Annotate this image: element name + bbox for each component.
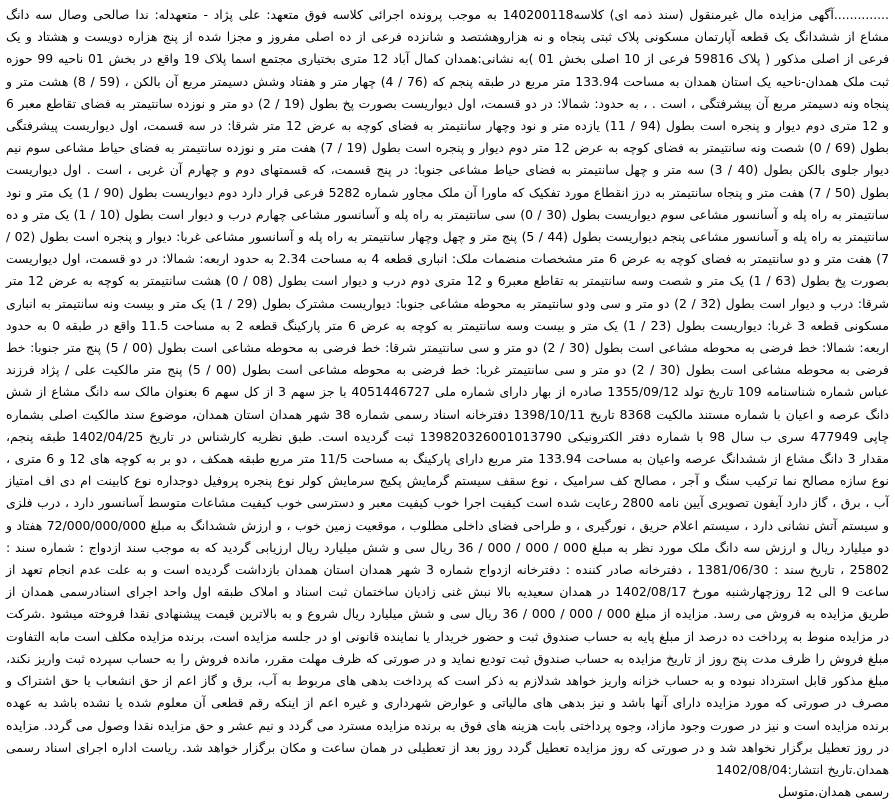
notice-footer: رسمی همدان.متوسل bbox=[777, 784, 889, 800]
notice-body-text: ..............آگهی مزایده مال غیرمنقول (سند ذمه ای) کلاسه140200118 به موجب پرونده اجرائی کلاسه فوق متعهد: علی پژاد - متعهدله: ندا صالحی وصال سه دانگ مشاع از ششدانگ یک قطعه آپارتمان مسکونی پلاک ثبتی پنجاه و نه هزاروهشتصد و شانزده فرعی از ده اصلی مفروز و مجزا شده از پنج هزاره دویست و هشتاد و یک فرعی از اصلی مذکور ( پلاک 59816 فرعی از 10 اصلی بخش 01 )به نشانی:همدان کمال آباد 12 متری بختیاری مجتمع اسما پلاک 19 واقع در بخش 01 ناحیه 99 حوزه ثبت ملک همدان-ناحیه یک استان همدان به مساحت 133.94 متر مربع در طبقه پنجم که (76 / 4) چهار متر و هفتاد وشش دسیمتر مربع آن بالکن ، (59 / 8) هشت متر و پنجاه ونه دسیمتر مربع آن پیشرفتگی ، است . ، به حدود: شمالا: در دو قسمت، اول دیواریست بصورت پخ بطول (19 / 2) دو متر و نوزده سانتیمتر به فضای تقاطع معبر 6 و 12 متری دوم دیوار و پنجره است بطول (94 / 11) یازده متر و نود وچهار سانتیمتر به فضای کوچه به عرض 12 متر شرقا: در سه قسمت، اول دیواریست پیشرفتگی بطول (69 / 0) شصت ونه سانتیمتر به فضای کوچه به عرض 12 متر دوم دیوار و پنجره است بطول (19 / 7) هفت متر و نوزده سانتیمتر به فضای حیاط مشاعی سوم نیم دیوار جلوی بالکن بطول (40 / 3) سه متر و چهل سانتیمتر به فضای حیاط مشاعی جنوبا: در پنج قسمت، که قسمتهای دوم و چهارم آن غربی ، است . اول دیواریست بطول (50 / 7) هفت متر و پنجاه سانتیمتر به درز انقطاع مورد تفکیک که ماورا آن ملک مجاور شماره 5282 فرعی قرار دارد دوم دیواریست بطول (90 / 1) یک متر و نود سانتیمتر به راه پله و آسانسور مشاعی سوم دیواریست بطول (30 / 0) سی سانتیمتر به راه پله و آسانسور مشاعی چهارم درب و دیوار است بطول (10 / 1) یک متر و ده سانتیمتر به راه پله و آسانسور مشاعی پنجم دیواریست بطول (44 / 5) پنج متر و چهل وچهار سانتیمتر به راه پله و آسانسور مشاعی غربا: دیوار و پنجره است بطول (02 / 7) هفت متر و دو سانتیمتر به فضای کوچه به عرض 6 متر مشخصات منضمات ملک: انباری قطعه 4 به مساحت 2.34 به حدود اربعه: شمالا: در دو قسمت، اول دیواریست بصورت پخ بطول (63 / 1) یک متر و شصت وسه سانتیمتر به تقاطع معبر6 و 12 متری دوم درب و دیوار است بطول (08 / 0) هشت سانتیمتر به کوچه به عرض 12 متر شرقا: درب و دیوار است بطول (32 / 2) دو متر و سی ودو سانتیمتر به محوطه مشاعی جنوبا: دیواریست مشترک بطول (29 / 1) یک متر و بیست ونه سانتیمتر به انباری مسکونی قطعه 3 غربا: دیواریست بطول (23 / 1) یک متر و بیست وسه سانتیمتر به کوچه به عرض 6 متر پارکینگ قطعه 2 به مساحت 11.5 واقع در طبقه 0 به حدود اربعه: شمالا: خط فرضی به محوطه مشاعی است بطول (30 / 2) دو متر و سی سانتیمتر شرقا: خط فرضی به محوطه مشاعی است بطول (00 / 5) پنج متر جنوبا: خط فرضی به محوطه مشاعی است بطول (30 / 2) دو متر و سی سانتیمتر غربا: خط فرضی به محوطه مشاعی است بطول (00 / 5) پنج متر مالکیت علی / پژاد فرزند عباس شماره شناسنامه 109 تاریخ تولد 1355/09/12 صادره از بهار دارای شماره ملی 4051446727 با جز سهم 3 از کل سهم 6 بعنوان مالک سه دانگ مشاع از شش دانگ عرصه و اعیان با شماره مستند مالکیت 8368 تاریخ 1398/10/11 دفترخانه اسناد رسمی شماره 38 شهر همدان استان همدان، موضوع سند مالکیت اصلی بشماره چاپی 477949 سری ب سال 98 با شماره دفتر الکترونیکی 139820326001013790 ثبت گردیده است. طبق نظریه کارشناس در تاریخ 1402/04/25 طبقه پنجم، مقدار 3 دانگ مشاع از ششدانگ عرصه واعیان به مساحت 133.94 متر مربع دارای پارکینگ به مساحت 11/5 متر مربع طبقه همکف ، دو بر به کوچه های 12 و 6 متری ، نوع سازه مصالح نما ترکیب سنگ و آجر ، مصالح کف سرامیک ، نوع سقف سیستم گرمایش پکیج سرمایش کولر نوع پنجره پروفیل دوجداره نوع کابینت ام دی اف امتیاز آب ، برق ، گاز دارد آیفون تصویری آیین نامه 2800 رعایت شده است کیفیت اجرا خوب کیفیت معبر و دسترسی خوب کیفیت مشاعات متوسط آسانسور دارد ، درب فلزی و سیستم آتش نشانی دارد ، سیستم اعلام حریق ، نورگیری ، و طراحی فضای داخلی مطلوب ، موقعیت زمین خوب ، و ارزش ششدانگ به مبلغ 72/000/000/000 هفتاد و دو میلیارد ریال و ارزش سه دانگ ملک مورد نظر به مبلغ 000 / 000 / 000 / 36 ریال سی و شش میلیارد ریال ارزیابی گردید که به موجب سند ازدواج : شماره سند : 25802 ، تاریخ سند : 1381/06/30 ، دفترخانه صادر کننده : دفترخانه ازدواج شماره 3 شهر همدان استان همدان بازداشت گردیده است و به علت عدم انجام تعهد از ساعت 9 الی 12 روزچهارشنبه مورخ 1402/08/17 در همدان سعیدیه بالا نبش غنی زادیان ساختمان ثبت اسناد و املاک طبقه اول واحد اجرای اسنادرسمی همدان از طریق مزایده به فروش می رسد. مزایده از مبلغ 000 / 000 / 000 / 36 ریال سی و شش میلیارد ریال شروع و به بالاترین قیمت پیشنهادی نقدا فروخته میشود .شرکت در مزایده منوط به پرداخت ده درصد از مبلغ پایه به حساب صندوق ثبت و حضور خریدار یا نماینده قانونی او در جلسه مزایده است، برنده مزایده مکلف است مابه التفاوت مبلغ فروش را ظرف مدت پنج روز از تاریخ مزایده به حساب صندوق ثبت تودیع نماید و در صورتی که ظرف مهلت مقرر، مانده فروش را به حساب سپرده ثبت واریز نکند، مبلغ مذکور قابل استرداد نبوده و به حساب خزانه واریز خواهد شدلازم به ذکر است که پرداخت بدهی های مربوط به آب، برق و گاز اعم از حق انشعاب یا حق اشتراک و مصرف در صورتی که مورد مزایده دارای آنها باشد و نیز بدهی های مالیاتی و عوارض شهرداری و غیره اعم از اینکه رقم قطعی آن معلوم شده یا نشده باشد به عهده برنده مزایده است و نیز در صورت وجود مازاد، وجوه پرداختی بابت هزینه های فوق به برنده مزایده مسترد می گردد و نیم عشر و حق مزایده نقدا وصول می گردد. مزایده در روز تعطیل برگزار نخواهد شد و در صورتی که روز مزایده تعطیل گردد روز بعد از تعطیلی در همان ساعت و مکان برگزار خواهد شد. ریاست اداره اجرای اسناد رسمی همدان.تاریخ انتشار:1402/08/04 bbox=[6, 7, 890, 777]
